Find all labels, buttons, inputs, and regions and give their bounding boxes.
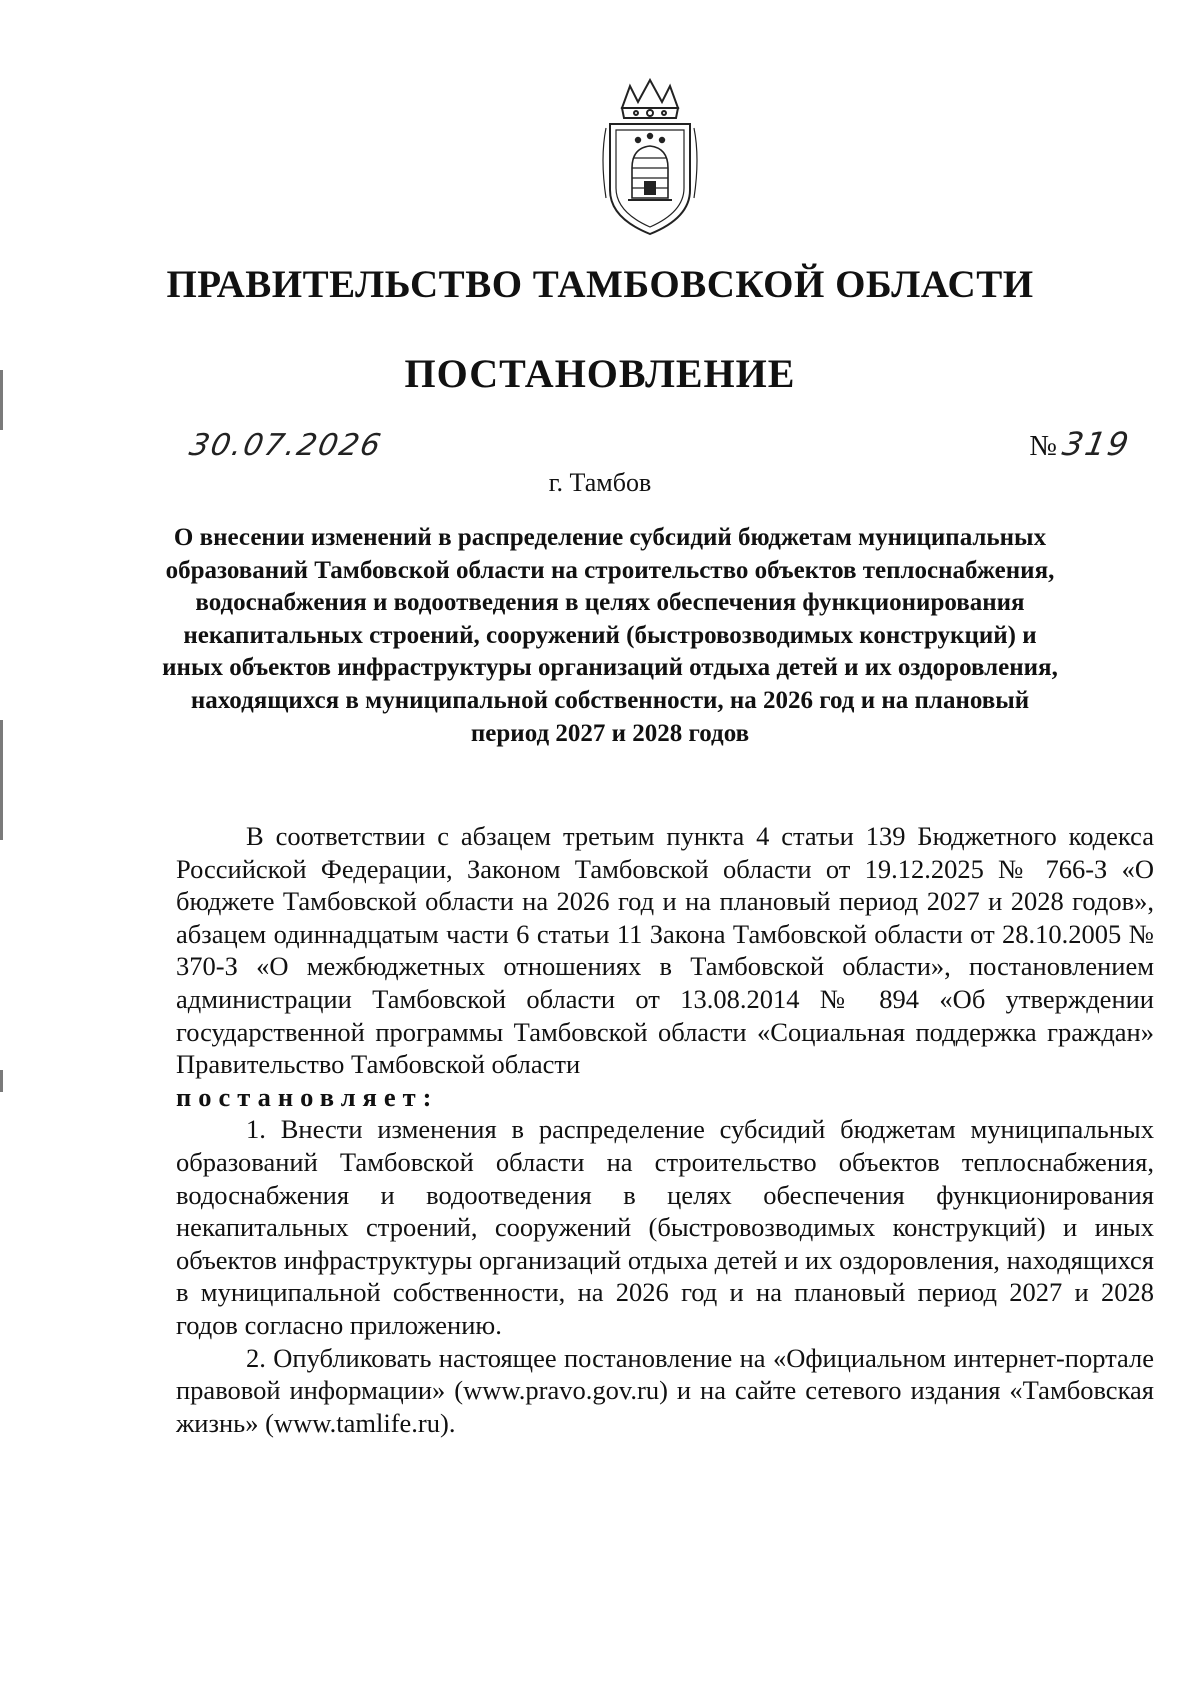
scan-edge-artifact [0, 1070, 3, 1092]
preamble-paragraph [176, 820, 1154, 1081]
item-paragraph: 2. Опубликовать настоящее постановление на «Официальном интернет-портале правовой информации» (www.pravo.gov.ru) и на сайте сетевого издания «Тамбовская жизнь» (www.tamlife.ru). [176, 1342, 1154, 1438]
item-paragraph: 1. Внести изменения в распределение субсидий бюджетам муниципальных образований Тамбовской области на строительство объектов теплоснабжения, водоснабжения и водоотведения в целях обеспечения функционирования некапитальных строений, сооружений (быстровозводимых конструкций) и иных объектов инфраструктуры организаций отдыха детей и их оздоровления, находящихся в муниципальной собственности, на 2026 год и на плановый период 2027 и 2028 годов согласно приложению. [176, 1114, 1154, 1340]
document-date: 30.07.2026 [186, 428, 386, 463]
city: г. Тамбов [548, 468, 652, 497]
document-body [176, 820, 1154, 1439]
preamble-text: В соответствии с абзацем третьим пункта 4 статьи 139 Бюджетного кодекса Российской Федерации, Законом Тамбовской области от 19.12.2025 № 766-З «О бюджете Тамбовской области на 2026 год и на плановый период 2027 и 2028 годов», абзацем одиннадцатым части 6 статьи 11 Закона Тамбовской области от 28.10.2005 № 370-З «О межбюджетных отношениях в Тамбовской области», постановлением администрации Тамбовской области от 13.08.2014 № 894 «Об утверждении государственной программы Тамбовской области «Социальная поддержка граждан» Правительство Тамбовской области [176, 821, 1154, 1080]
document-type: ПОСТАНОВЛЕНИЕ [404, 351, 796, 396]
scan-edge-artifact [0, 720, 3, 840]
number-value: 319 [1059, 425, 1134, 463]
decree-word: постановляет: [176, 1081, 439, 1112]
number-sign: № [1029, 430, 1057, 462]
document-subject: О внесении изменений в распределение субсидий бюджетам муниципальных образований Тамбовской области на строительство объектов теплоснабжения, водоснабжения и водоотведения в целях обеспечения функционирования некапитальных строений, сооружений (быстровозводимых конструкций) и иных объектов инфраструктуры организаций отдыха детей и их оздоровления, находящихся в муниципальной собственности, на 2026 год и на плановый период 2027 и 2028 годов [162, 524, 1058, 747]
document-number [1029, 425, 1134, 463]
tambov-coat-of-arms-icon [600, 78, 700, 238]
government-title: ПРАВИТЕЛЬСТВО ТАМБОВСКОЙ ОБЛАСТИ [166, 263, 1034, 306]
